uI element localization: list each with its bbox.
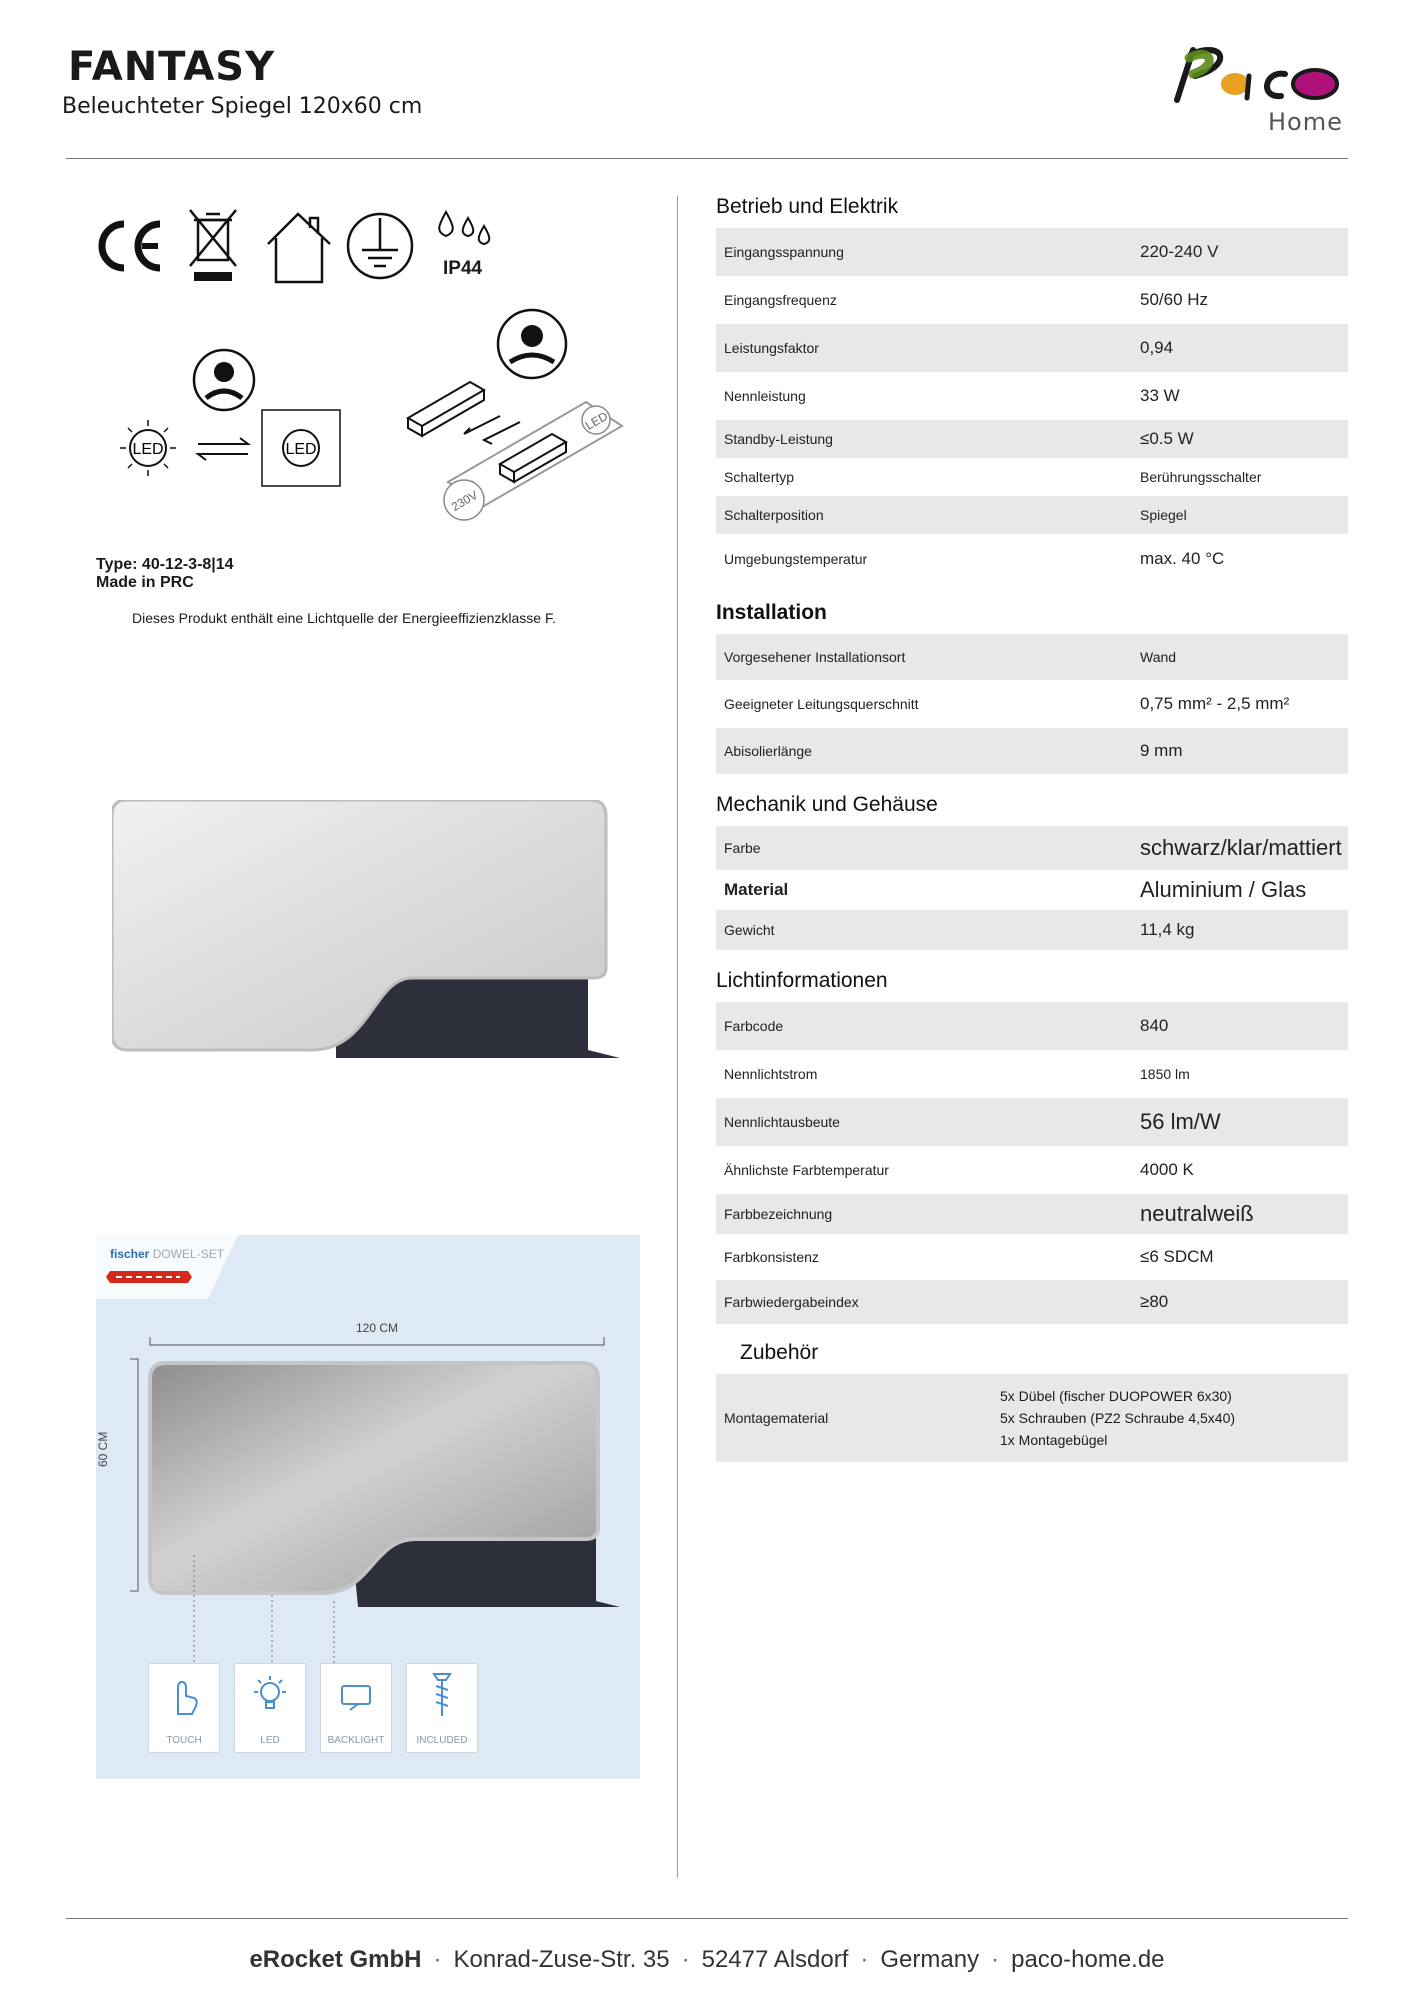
spec-row: Geeigneter Leitungsquerschnitt 0,75 mm² - 2,5 mm² [724,694,1290,713]
height-dimension-label: 60 CM [96,1431,110,1467]
section-heading-light: Lichtinformationen [716,969,888,992]
footer-country: Germany [880,1946,980,1973]
spec-row: Schalterposition Spiegel [716,496,1348,534]
indoor-house-icon [268,214,330,282]
spec-row: Schaltertyp Berührungsschalter [724,469,1262,485]
installation-panel [96,1235,640,1779]
spec-row: Material Aluminium / Glas [724,877,1307,902]
backlight-icon [336,1674,376,1718]
spec-row: Montagematerial 5x Dübel (fischer DUOPOWER 6x30) 5x Schrauben (PZ2 Schraube 4,5x40) 1x Montagebügel [716,1374,1348,1462]
footer: eRocket GmbH · Konrad-Zuse-Str. 35 · 52477 Alsdorf · Germany · paco-home.de [249,1946,1165,1973]
spec-row: Farbwiedergabeindex ≥80 [716,1280,1348,1324]
footer-street: Konrad-Zuse-Str. 35 [453,1946,670,1973]
led-bulb-left-icon [120,420,176,476]
led-driver-installed-icon [500,434,566,482]
ce-mark-icon [102,224,160,268]
dowel-brand: fischer DOWEL-SET [110,1247,225,1261]
technician-icon [498,310,566,378]
spec-row: Eingangsspannung 220-240 V [716,228,1348,276]
accessory-line: 1x Montagebügel [1000,1432,1108,1448]
accessory-line: 5x Schrauben (PZ2 Schraube 4,5x40) [1000,1410,1236,1426]
specification-table [716,190,1348,1462]
led-replaceable-diagram [112,340,352,490]
spec-row: Abisolierlänge 9 mm [716,728,1348,774]
led-bulb-right-icon [262,410,340,486]
width-dimension-label: 120 CM [356,1321,399,1335]
light-bulb-icon [250,1674,290,1718]
led-driver-label: LED [582,408,611,433]
section-heading-accessories: Zubehör [740,1341,819,1364]
feature-included: INCLUDED [406,1663,478,1753]
logo-subtext: Home [1268,108,1343,136]
spec-row: Eingangsfrequenz 50/60 Hz [724,290,1209,309]
dowel-set-icon [106,1271,192,1283]
spec-row: Standby-Leistung ≤0.5 W [716,420,1348,458]
type-info [96,556,234,592]
feature-backlight: BACKLIGHT [320,1663,392,1753]
product-subtitle: Beleuchteter Spiegel 120x60 cm [62,94,423,119]
feature-touch: TOUCH [148,1663,220,1753]
spec-row: Farbcode 840 [716,1002,1348,1050]
swap-arrows-icon [198,438,248,460]
voltage-label: 230V [448,487,481,514]
spec-row: Vorgesehener Installationsort Wand [716,634,1348,680]
made-in: Made in PRC [96,574,194,591]
spec-row: Umgebungstemperatur max. 40 °C [724,549,1225,568]
spec-row: Nennleistung 33 W [724,386,1180,405]
led-driver-icon [408,382,484,436]
led-right-label: LED [285,441,317,458]
spec-row: Gewicht 11,4 kg [716,910,1348,950]
footer-city: 52477 Alsdorf [701,1946,849,1973]
spec-row: Farbkonsistenz ≤6 SDCM [724,1247,1214,1266]
swap-arrows-icon [464,416,520,444]
spec-row: Leistungsfaktor 0,94 [716,324,1348,372]
section-heading-electrical: Betrieb und Elektrik [716,195,899,218]
protection-class-icon [348,214,412,278]
led-left-label: LED [132,441,164,458]
feature-led: LED [234,1663,306,1753]
product-title: FANTASY [68,44,276,90]
spec-row: Farbe schwarz/klar/mattiert [716,826,1348,870]
weee-bin-icon [190,210,236,281]
touch-hand-icon [164,1674,204,1718]
footer-company: eRocket GmbH [249,1946,422,1973]
header-divider [66,158,1348,159]
spec-row: Farbbezeichnung neutralweiß [716,1194,1348,1234]
technician-icon [194,350,254,410]
water-drops-icon [439,212,489,244]
type-number: Type: 40-12-3-8|14 [96,556,234,573]
footer-website: paco-home.de [1011,1946,1165,1973]
section-heading-installation: Installation [716,601,827,624]
screw-icon [422,1670,462,1720]
product-mirror-image [112,800,632,1070]
driver-replaceable-diagram [400,306,636,526]
column-divider [677,196,678,1878]
spec-row: Ähnlichste Farbtemperatur 4000 K [724,1160,1194,1179]
logo-wordmark: Paco [1155,36,1158,37]
accessory-line: 5x Dübel (fischer DUOPOWER 6x30) [1000,1388,1232,1404]
section-heading-mechanics: Mechanik und Gehäuse [716,793,938,816]
spec-row: Nennlichtstrom 1850 lm [724,1066,1190,1082]
energy-class-note: Dieses Produkt enthält eine Lichtquelle der Energieeffizienzklasse F. [132,610,556,626]
footer-divider [66,1918,1348,1919]
spec-row: Nennlichtausbeute 56 lm/W [716,1098,1348,1146]
ip-rating-label: IP44 [443,258,483,279]
